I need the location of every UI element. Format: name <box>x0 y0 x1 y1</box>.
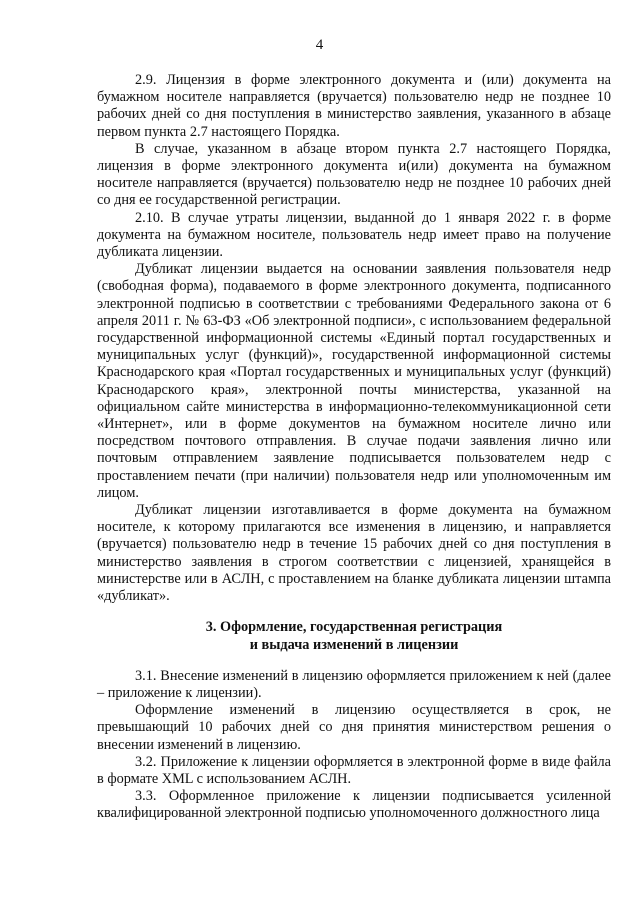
paragraph-duplicate-application: Дубликат лицензии выдается на основании заявления пользователя недр (свободная форма), подаваемого в форме электронного документа, подписанного электронной подписью в соответствии с требованиями Федерального закона от 6 апреля 2011 г. № 63-ФЗ «Об электронной подписи», с использованием федеральной государственной информационной системы «Единый портал государственных и муниципальных услуг (функций)», государственной информационной системы Краснодарского края «Портал государственных и муниципальных услуг (функций) Краснодарского края», электронной почты министерства, указанной на официальном сайте министерства в информационно-телекоммуникационной сети «Интернет», или в форме документов на бумажном носителе лично или посредством почтового отправления. В случае подачи заявления лично или почтовым отправлением заявление подписывается пользователем недр с проставлением печати (при наличии) пользователя недр или уполномоченным им лицом. <box>97 261 611 501</box>
section-heading-line-1: 3. Оформление, государственная регистрация <box>205 619 503 636</box>
section-heading <box>97 619 611 653</box>
paragraph-3-2: 3.2. Приложение к лицензии оформляется в электронной форме в виде файла в формате XML с использованием АСЛН. <box>97 753 611 787</box>
paragraph-3-1-term: Оформление изменений в лицензию осуществляется в срок, не превышающий 10 рабочих дней со дня принятия министерством решения о внесении изменений в лицензию. <box>97 702 611 753</box>
document-body <box>97 72 611 823</box>
paragraph-duplicate-production: Дубликат лицензии изготавливается в форме документа на бумажном носителе, к которому прилагаются все изменения в лицензию, и направляется (вручается) пользователю недр в течение 15 рабочих дней со дня поступления в министерство заявления в строгом соответствии с лицензией, хранящейся в министерстве или в АСЛН, с проставлением на бланке дубликата лицензии штампа «дубликат». <box>97 502 611 605</box>
paragraph-2-9-case: В случае, указанном в абзаце втором пункта 2.7 настоящего Порядка, лицензия в форме электронного документа и(или) документа на бумажном носителе направляется (вручается) пользователю недр не позднее 10 рабочих дней со дня ее государственной регистрации. <box>97 140 611 209</box>
paragraph-2-9: 2.9. Лицензия в форме электронного документа и (или) документа на бумажном носителе направляется (вручается) пользователю недр не позднее 10 рабочих дней со дня поступления в министерство заявления, указанного в абзаце первом пункта 2.7 настоящего Порядка. <box>97 72 611 140</box>
paragraph-2-10: 2.10. В случае утраты лицензии, выданной до 1 января 2022 г. в форме документа на бумажном носителе, пользователь недр имеет право на получение дубликата лицензии. <box>97 209 611 261</box>
section-heading-line-2: и выдача изменений в лицензии <box>249 636 459 653</box>
page-number: 4 <box>315 37 324 53</box>
paragraph-3-1: 3.1. Внесение изменений в лицензию оформляется приложением к ней (далее – приложение к лицензии). <box>97 667 611 701</box>
paragraph-3-3: 3.3. Оформленное приложение к лицензии подписывается усиленной квалифицированной электронной подписью уполномоченного должностного лица <box>97 788 611 822</box>
